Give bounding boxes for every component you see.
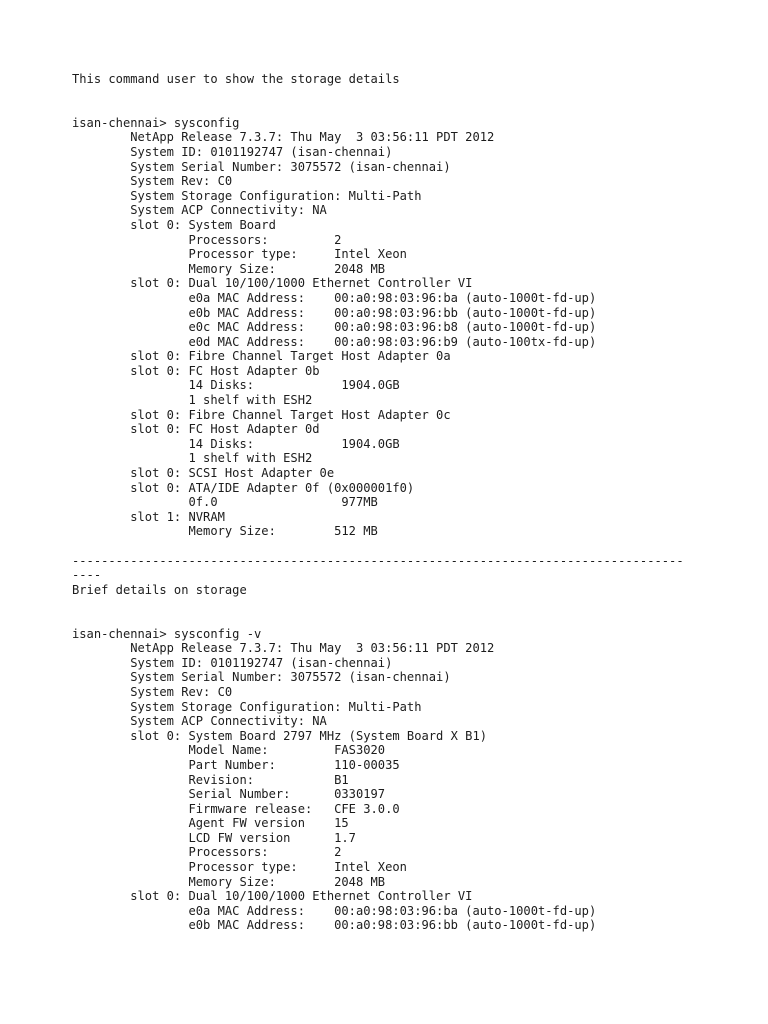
output-line: slot 0: System Board: [72, 217, 276, 232]
output-line: Part Number: 110-00035: [72, 757, 400, 772]
output-line: e0d MAC Address: 00:a0:98:03:96:b9 (auto-100tx-fd-up): [72, 334, 597, 349]
output-line: Processors: 2: [72, 232, 342, 247]
output-line: Memory Size: 2048 MB: [72, 261, 386, 276]
output-line: slot 0: SCSI Host Adapter 0e: [72, 466, 335, 481]
output-line: Memory Size: 2048 MB: [72, 874, 386, 889]
output-line: 1 shelf with ESH2: [72, 393, 313, 408]
output-line: Serial Number: 0330197: [72, 787, 386, 802]
output-line: Model Name: FAS3020: [72, 743, 386, 758]
output-line: System ACP Connectivity: NA: [72, 714, 327, 729]
intro-text: This command user to show the storage details: [72, 72, 400, 86]
output-line: e0a MAC Address: 00:a0:98:03:96:ba (auto-1000t-fd-up): [72, 290, 597, 305]
output-line: System Storage Configuration: Multi-Path: [72, 699, 422, 714]
output-line: slot 0: FC Host Adapter 0d: [72, 422, 320, 437]
output-line: 0f.0 977MB: [72, 495, 378, 510]
output-line: slot 0: Dual 10/100/1000 Ethernet Controller VI: [72, 276, 473, 291]
output-line: slot 1: NVRAM: [72, 509, 225, 524]
section-heading: Brief details on storage: [72, 582, 247, 597]
output-line: LCD FW version 1.7: [72, 830, 356, 845]
output-line: Processor type: Intel Xeon: [72, 860, 407, 875]
output-line: slot 0: Fibre Channel Target Host Adapter 0a: [72, 349, 451, 364]
output-line: Revision: B1: [72, 772, 349, 787]
output-line: slot 0: Fibre Channel Target Host Adapter 0c: [72, 407, 451, 422]
output-line: 1 shelf with ESH2: [72, 451, 313, 466]
output-line: NetApp Release 7.3.7: Thu May 3 03:56:11 PDT 2012: [72, 641, 495, 656]
output-line: System Serial Number: 3075572 (isan-chennai): [72, 670, 451, 685]
separator-line: ------------------------------------------------------------------------------------: [72, 553, 684, 568]
output-line: System ACP Connectivity: NA: [72, 203, 327, 218]
section1-output: [72, 130, 712, 539]
output-line: 14 Disks: 1904.0GB: [72, 436, 400, 451]
output-line: e0b MAC Address: 00:a0:98:03:96:bb (auto-1000t-fd-up): [72, 305, 597, 320]
section2-command: isan-chennai> sysconfig -v: [72, 626, 262, 641]
output-line: 14 Disks: 1904.0GB: [72, 378, 400, 393]
output-line: slot 0: FC Host Adapter 0b: [72, 363, 320, 378]
output-line: slot 0: System Board 2797 MHz (System Board X B1): [72, 728, 488, 743]
output-line: Memory Size: 512 MB: [72, 524, 378, 539]
output-line: Processors: 2: [72, 845, 342, 860]
section2-output: [72, 641, 712, 933]
document-page: [72, 72, 712, 933]
output-line: System Storage Configuration: Multi-Path: [72, 188, 422, 203]
separator-line-wrap: ----: [72, 568, 102, 583]
output-line: System Serial Number: 3075572 (isan-chennai): [72, 159, 451, 174]
output-line: System ID: 0101192747 (isan-chennai): [72, 144, 393, 159]
output-line: NetApp Release 7.3.7: Thu May 3 03:56:11 PDT 2012: [72, 130, 495, 145]
output-line: e0a MAC Address: 00:a0:98:03:96:ba (auto-1000t-fd-up): [72, 903, 597, 918]
output-line: System Rev: C0: [72, 174, 233, 189]
output-line: System Rev: C0: [72, 684, 233, 699]
output-line: e0b MAC Address: 00:a0:98:03:96:bb (auto-1000t-fd-up): [72, 918, 597, 933]
output-line: slot 0: ATA/IDE Adapter 0f (0x000001f0): [72, 480, 415, 495]
output-line: e0c MAC Address: 00:a0:98:03:96:b8 (auto-1000t-fd-up): [72, 320, 597, 335]
output-line: Processor type: Intel Xeon: [72, 247, 407, 262]
output-line: System ID: 0101192747 (isan-chennai): [72, 655, 393, 670]
section1-command: isan-chennai> sysconfig: [72, 115, 240, 130]
output-line: Firmware release: CFE 3.0.0: [72, 801, 400, 816]
output-line: slot 0: Dual 10/100/1000 Ethernet Controller VI: [72, 889, 473, 904]
output-line: Agent FW version 15: [72, 816, 349, 831]
